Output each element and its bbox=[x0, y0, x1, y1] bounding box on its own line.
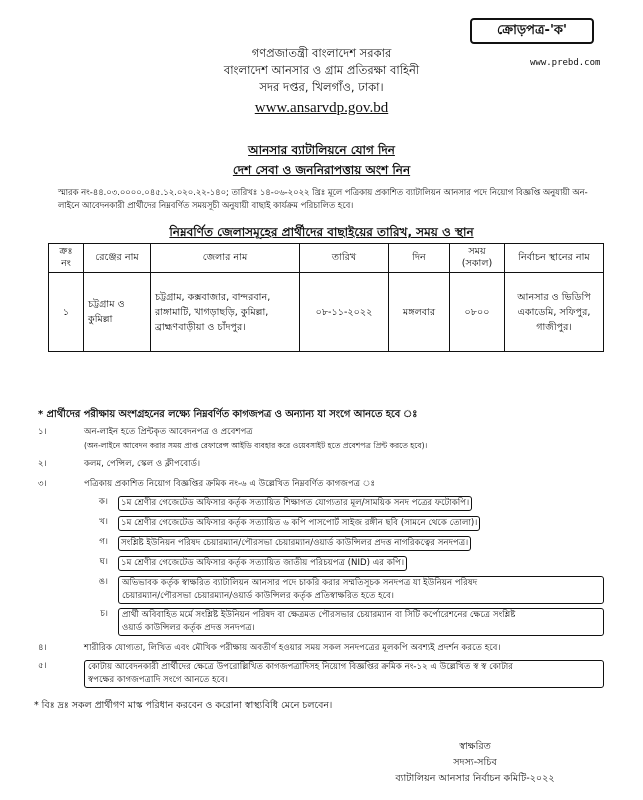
government-name: গণপ্রজাতন্ত্রী বাংলাদেশ সরকার bbox=[251, 46, 392, 60]
sub-item-text-cont: ওয়ার্ড কাউন্সিলর কর্তৃক প্রদত্ত সনদপত্র। bbox=[122, 623, 255, 633]
item-text: কোটায় আবেদনকারী প্রার্থীদের ক্ষেত্রে উপরোল্লিখিত কাগজপত্রাদিসহ নিয়োগ বিজ্ঞপ্তির ক্রমিক নং-১২ এ উল্লেখিত স্ব স্ব কোটার bbox=[88, 662, 514, 672]
item-number: ৫। bbox=[38, 661, 47, 671]
item-number: ৩। bbox=[38, 479, 47, 489]
office-address: সদর দপ্তর, খিলগাঁও, ঢাকা। bbox=[259, 80, 384, 94]
sub-item-text: অভিভাবক কর্তৃক স্বাক্ষরিত ব্যাটালিয়ন আনসার পদে চাকরি করার সম্মতিসূচক সনদপত্র যা ইউনিয়ন পরিষদ bbox=[122, 578, 478, 588]
sub-item-text: ১ম শ্রেণীর গেজেটেড অফিসার কর্তৃক সত্যায়িত ৬ কপি পাসপোর্ট সাইজ রঙ্গীন ছবি (সামনে থেকে তোলা)। bbox=[118, 516, 480, 531]
sub-item-text: ১ম শ্রেণীর গেজেটেড অফিসার কর্তৃক সত্যায়িত জাতীয় পরিচয়পত্র (NID) এর কপি। bbox=[118, 556, 407, 571]
header-time: সময় (সকাল) bbox=[450, 244, 505, 273]
sub-item-text: ১ম শ্রেণীর গেজেটেড অফিসার কর্তৃক সত্যায়িত শিক্ষাগত যোগ্যতার মূল/সাময়িক সনদ পত্রের ফটোকপি। bbox=[118, 496, 472, 511]
item-text-cont: স্বপক্ষের কাগজপত্রাদি সংগে আনতে হবে। bbox=[88, 675, 228, 685]
watermark-site: www.prebd.com bbox=[530, 58, 601, 68]
slogan-join: আনসার ব্যাটালিয়নে যোগ দিন bbox=[248, 143, 395, 157]
website-link[interactable]: www.ansarvdp.gov.bd bbox=[254, 100, 389, 116]
annex-label: ক্রোড়পত্র-'ক' bbox=[470, 18, 594, 44]
sub-item-number: গ। bbox=[99, 537, 108, 547]
signature-signed: স্বাক্ষরিত bbox=[459, 741, 491, 752]
slogan-serve: দেশ সেবা ও জননিরাপত্তায় অংশ নিন bbox=[232, 163, 411, 177]
memo-paragraph: স্মারক নং-৪৪.০৩.০০০০.০৪৫.১২.০২০.২২-১৪০; তারিখঃ ১৪-০৬-২০২২ খ্রিঃ মূলে পত্রিকায় প্রকাশিত ব্যাটালিয়ন আনসার পদে নিয়োগ বিজ্ঞপ্তি অনুযায়ী অন-লাইনে আবেদনকারী প্রার্থীদের নিম্নবর্ণিত সময়সূচী অনুযায়ী বাছাই কার্যক্রম পরিচালিত হবে। bbox=[58, 187, 588, 210]
signature-designation: সদস্য-সচিব bbox=[453, 757, 497, 768]
sub-item-text: প্রার্থী অবিবাহিত মর্মে সংশ্লিষ্ট ইউনিয়ন পরিষদ বা ক্ষেত্রমত পৌরসভার চেয়ারম্যান বা সিটি কর্পোরেশনের ক্ষেত্রে সংশ্লিষ্ট bbox=[122, 610, 516, 620]
sub-item-number: খ। bbox=[99, 517, 108, 527]
cell-range: চট্টগ্রাম ও কুমিল্লা bbox=[84, 273, 151, 352]
letterhead bbox=[0, 45, 643, 117]
signature-committee: ব্যাটালিয়ন আনসার নির্বাচন কমিটি-২০২২ bbox=[395, 773, 555, 784]
sub-item-number: ঙ। bbox=[98, 577, 108, 587]
organization-name: বাংলাদেশ আনসার ও গ্রাম প্রতিরক্ষা বাহিনী bbox=[223, 63, 420, 77]
documents-heading: * প্রার্থীদের পরীক্ষায় অংশগ্রহনের লক্ষ্যে নিম্নবর্ণিত কাগজপত্র ও অন্যান্য যা সংগে আনতে হবে ঃ bbox=[38, 409, 418, 420]
cell-serial: ১ bbox=[49, 273, 84, 352]
selection-schedule-table bbox=[48, 243, 604, 352]
header-range: রেঞ্জের নাম bbox=[84, 244, 151, 273]
header-date: তারিখ bbox=[300, 244, 389, 273]
cell-date: ০৮-১১-২০২২ bbox=[300, 273, 389, 352]
sub-item-number: চ। bbox=[100, 609, 108, 619]
schedule-title: নিম্নবর্ণিত জেলাসমূহের প্রার্থীদের বাছাইয়ের তারিখ, সময় ও স্থান bbox=[169, 225, 474, 239]
item-number: ৪। bbox=[38, 643, 47, 653]
sub-item-number: ক। bbox=[98, 497, 108, 507]
table-row bbox=[49, 273, 604, 352]
item-number: ১। bbox=[38, 427, 47, 437]
table-header-row bbox=[49, 244, 604, 273]
header-serial: ক্রঃ নং bbox=[49, 244, 84, 273]
item-text-note: (অন-লাইনে আবেদন করার সময় প্রাপ্ত রেফারেন্স আইডি ব্যবহার করে ওয়েবসাইট হতে প্রবেশপত্র প্রিন্ট করতে হবে)। bbox=[84, 441, 428, 450]
sub-item-number: ঘ। bbox=[99, 557, 108, 567]
header-day: দিন bbox=[389, 244, 450, 273]
cell-time: ০৮০০ bbox=[450, 273, 505, 352]
item-text: পত্রিকায় প্রকাশিত নিয়োগ বিজ্ঞপ্তির ক্রমিক নং-৬ এ উল্লেখিত নিম্নবর্ণিত কাগজপত্র ঃ bbox=[84, 479, 376, 489]
cell-venue: আনসার ও ভিডিপি একাডেমি, সফিপুর, গাজীপুর। bbox=[505, 273, 604, 352]
special-note: * বিঃ দ্রঃ সকল প্রার্থীগণ মাস্ক পরিধান করবেন ও করোনা স্বাস্থ্যবিধি মেনে চলবেন। bbox=[34, 700, 333, 711]
item-text: অন-লাইন হতে প্রিন্টকৃত আবেদনপত্র ও প্রবেশপত্র bbox=[84, 427, 253, 437]
sub-item-text-cont: চেয়ারম্যান/পৌরসভা চেয়ারম্যান/ওয়ার্ড কাউন্সিলর কর্তৃক প্রতিস্বাক্ষরিত হতে হবে। bbox=[122, 591, 394, 601]
header-districts: জেলার নাম bbox=[151, 244, 300, 273]
item-text: কলম, পেন্সিল, স্কেল ও ক্লীপবোর্ড। bbox=[84, 459, 201, 469]
item-text: শারীরিক যোগ্যতা, লিখিত এবং মৌখিক পরীক্ষায় অবতীর্ণ হওয়ার সময় সকল সনদপত্রের মূলকপি অবশ্যই প্রদর্শন করতে হবে। bbox=[84, 643, 501, 653]
cell-districts: চট্টগ্রাম, কক্সবাজার, বান্দরবান, রাঙ্গামাটি, খাগড়াছড়ি, কুমিল্লা, ব্রাহ্মণবাড়ীয়া ও চাঁদপুর। bbox=[151, 273, 300, 352]
slogans bbox=[0, 140, 643, 180]
item-number: ২। bbox=[38, 459, 47, 469]
header-venue: নির্বাচন স্থানের নাম bbox=[505, 244, 604, 273]
sub-item-text: সংশ্লিষ্ট ইউনিয়ন পরিষদ চেয়ারম্যান/পৌরসভা চেয়ারম্যান/ওয়ার্ড কাউন্সিলর প্রদত্ত নাগরিকত্বের সনদপত্র। bbox=[118, 536, 471, 551]
cell-day: মঙ্গলবার bbox=[389, 273, 450, 352]
